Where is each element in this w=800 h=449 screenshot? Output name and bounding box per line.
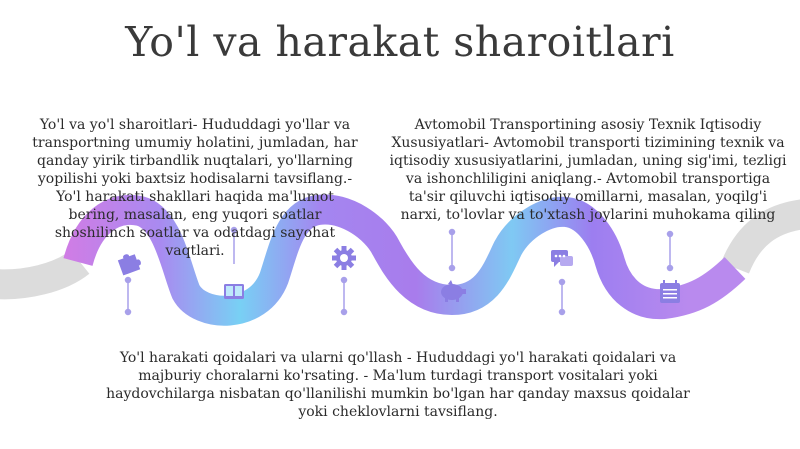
book-icon bbox=[224, 284, 244, 299]
text-block-road-conditions: Yo'l va yo'l sharoitlari- Hududdagi yo'llar va transportning umumiy holatini, jumladan, har qanday yirik tirbandlik nuqtalari, yo'llarning yopilishi yoki baxtsiz hodisalarni tavsiflang.- Yo'l harakati shakllari haqida ma'lumot bering, masalan, eng yuqori soatlar shoshilinch soatlar va odatdagi sayohat vaqtlari. bbox=[32, 117, 358, 259]
text-block-transport-features: Avtomobil Transportining asosiy Texnik Iqtisodiy Xususiyatlari- Avtomobil transporti tizimining texnik va iqtisodiy xususiyatlarini, jumladan, uning sig'imi, tezligi va ishonchliligini aniqlang.- Avtomobil transportiga ta'sir qiluvchi iqtisodiy omillarni, masalan, yoqilg'i narxi, to'lovlar va to'xtash joylarini muhokama qiling bbox=[389, 117, 787, 223]
connector-dot bbox=[450, 266, 455, 271]
connector-dot bbox=[668, 232, 673, 237]
connector-dot bbox=[342, 278, 347, 283]
page-title: Yo'l va harakat sharoitlari bbox=[125, 18, 675, 66]
connector-dot bbox=[560, 280, 565, 285]
calendar-icon bbox=[660, 280, 680, 303]
text-block-traffic-rules: Yo'l harakati qoidalari va ularni qo'llash - Hududdagi yo'l harakati qoidalari va majburiy choralarni ko'rsating. - Ma'lum turdagi transport vositalari yoki haydovchilarga nisbatan qo'llanilishi mumkin bo'lgan har qanday maxsus qoidalar yoki cheklovlarni tavsiflang. bbox=[106, 350, 690, 420]
chat-icon bbox=[551, 250, 573, 267]
connector-dot bbox=[560, 310, 565, 315]
connector-dot bbox=[126, 310, 131, 315]
connector-dot bbox=[450, 230, 455, 235]
connector-dot bbox=[668, 266, 673, 271]
road-gray-left bbox=[0, 262, 80, 284]
connector-dot bbox=[342, 310, 347, 315]
connector-dot bbox=[126, 278, 131, 283]
